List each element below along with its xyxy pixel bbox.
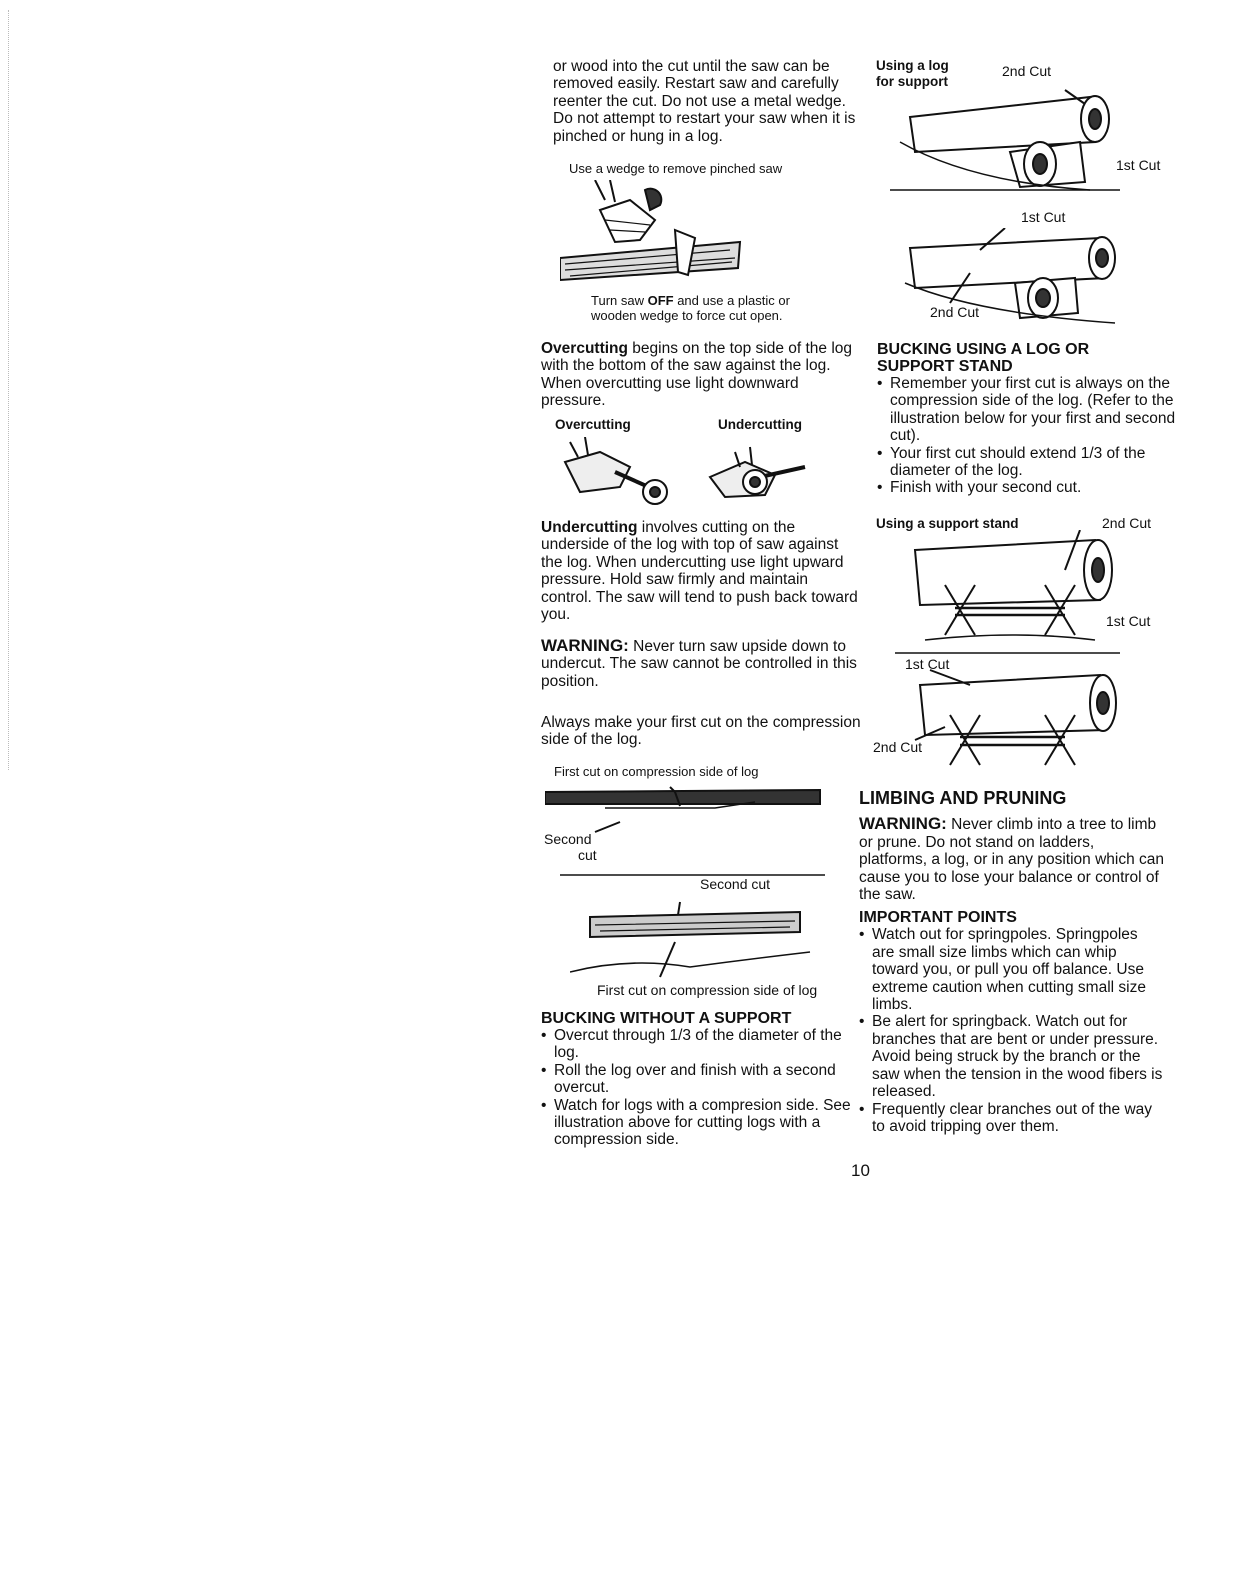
page-number: 10 <box>851 1161 870 1180</box>
warning-paragraph: WARNING: Never turn saw upside down to undercut. The saw cannot be controlled in this position. <box>541 636 857 690</box>
log-support-title-2: for support <box>876 74 948 89</box>
limbing-warning-label: WARNING: <box>859 814 947 834</box>
list-item: • Frequently clear branches out of the way to avoid tripping over them. <box>859 1101 1164 1136</box>
undercutting-term: Undercutting <box>541 519 638 536</box>
wedge-illustration <box>560 180 760 290</box>
compression-figure-caption-bottom: First cut on compression side of log <box>597 982 818 998</box>
label-1st-cut: 1st Cut <box>1116 157 1161 173</box>
label-1st-cut-stand-2: 1st Cut <box>905 656 950 672</box>
list-item: • Be alert for springback. Watch out for branches that are bent or under pressure. Avoid being struck by the branch or the saw when the tension in the wood fibers is released. <box>859 1013 1164 1100</box>
overcutting-paragraph: Overcutting begins on the top side of the log with the bottom of the saw against the log. When overcutting use light downward pressure. <box>541 340 853 410</box>
list-item: • Roll the log over and finish with a second overcut. <box>541 1062 861 1097</box>
label-cut: cut <box>578 847 597 863</box>
intro-paragraph: or wood into the cut until the saw can be removed easily. Restart saw and carefully reenter the cut. Do not use a metal wedge. Do not attempt to restart your saw when it is pinched or hung in a log. <box>553 58 856 145</box>
overcutting-term: Overcutting <box>541 340 628 357</box>
list-item: • Watch for logs with a compresion side. See illustration above for cutting logs with a compression side. <box>541 1097 861 1149</box>
label-1st-cut-stand: 1st Cut <box>1106 613 1151 629</box>
log-support-illustration-bottom <box>895 228 1120 328</box>
limbing-heading: LIMBING AND PRUNING <box>859 788 1067 808</box>
compression-paragraph: Always make your first cut on the compression side of the log. <box>541 714 861 749</box>
bucking-without-support-heading: BUCKING WITHOUT A SUPPORT <box>541 1010 792 1027</box>
label-1st-cut-2: 1st Cut <box>1021 209 1066 225</box>
undercutting-label: Undercutting <box>718 417 802 432</box>
over-under-cutting-illustration <box>560 437 820 507</box>
wedge-figure-note: Turn saw OFF and use a plastic or wooden wedge to force cut open. <box>591 293 790 323</box>
warning-label: WARNING: <box>541 636 629 655</box>
list-item: • Remember your first cut is always on the compression side of the log. (Refer to the illustration below for your first and second cut). <box>877 375 1177 445</box>
label-2nd-cut-2: 2nd Cut <box>930 304 980 320</box>
bucking-using-log-heading: BUCKING USING A LOG OR SUPPORT STAND <box>877 341 1090 375</box>
bucking-using-log-section <box>877 341 1177 497</box>
label-2nd-cut-stand-2: 2nd Cut <box>873 739 923 755</box>
compression-figure-caption-top: First cut on compression side of log <box>554 764 759 779</box>
label-2nd-cut: 2nd Cut <box>1002 63 1052 79</box>
page-edge <box>8 10 9 770</box>
bucking-without-support-section <box>541 1010 861 1149</box>
log-support-title-1: Using a log <box>876 58 949 73</box>
label-second: Second <box>544 831 592 847</box>
label-2nd-cut-stand: 2nd Cut <box>1102 515 1152 531</box>
list-item: • Your first cut should extend 1/3 of the diameter of the log. <box>877 445 1177 480</box>
undercutting-paragraph: Undercutting involves cutting on the underside of the log with top of saw against the log. When undercutting use light upward pressure. Hold saw firmly and maintain control. The saw will tend to push back toward you. <box>541 519 858 624</box>
label-second-cut: Second cut <box>700 876 771 892</box>
overcutting-label: Overcutting <box>555 417 631 432</box>
support-stand-title: Using a support stand <box>876 516 1019 531</box>
support-stand-illustration-top <box>895 530 1120 655</box>
important-points-heading: IMPORTANT POINTS <box>859 909 1017 927</box>
log-support-illustration-top <box>890 82 1120 192</box>
compression-illustration-bottom <box>570 897 815 982</box>
support-stand-illustration-bottom <box>905 665 1120 775</box>
list-item: • Overcut through 1/3 of the diameter of the log. <box>541 1027 861 1062</box>
wedge-figure-caption: Use a wedge to remove pinched saw <box>569 161 783 176</box>
limbing-section: LIMBING AND PRUNING WARNING: Never climb into a tree to limb or prune. Do not stand on ladders, platforms, a log, or in any position which can cause you to lose your balance or control of the saw. IMPORTANT POINTS • Watch out for springpoles. Springpoles are small size limbs which can whip toward you, or pull you off balance. Use extreme caution when cutting small size limbs. • Be alert for springback. Watch out for branches that are bent or under pressure. Avoid being struck by the branch or the saw when the tension in the wood fibers is released. • Frequently clear branches out of the way to avoid tripping over them. <box>859 790 1164 1135</box>
list-item: • Watch out for springpoles. Springpoles are small size limbs which can whip toward you, or pull you off balance. Use extreme caution when cutting small size limbs. <box>859 926 1164 1013</box>
list-item: • Finish with your second cut. <box>877 479 1177 496</box>
